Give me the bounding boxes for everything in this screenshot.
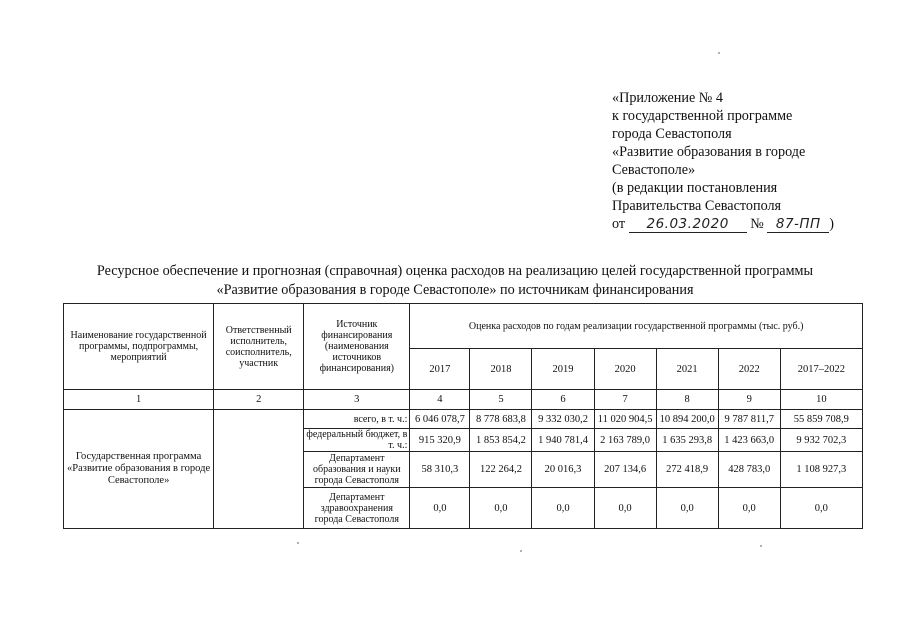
appendix-block xyxy=(612,89,882,233)
value-cell: 1 940 781,4 xyxy=(532,429,594,452)
value-cell: 55 859 708,9 xyxy=(780,410,862,429)
appendix-line: «Приложение № 4 xyxy=(612,90,723,106)
header-year: 2018 xyxy=(470,349,532,390)
value-cell: 0,0 xyxy=(594,488,656,529)
source-cell: всего, в т. ч.: xyxy=(304,410,410,429)
value-cell: 0,0 xyxy=(532,488,594,529)
value-cell: 1 853 854,2 xyxy=(470,429,532,452)
value-cell: 428 783,0 xyxy=(718,452,780,488)
header-executor: Ответственный исполнитель, соисполнитель, участник xyxy=(214,304,304,390)
closing-paren: ) xyxy=(829,216,835,232)
value-cell: 2 163 789,0 xyxy=(594,429,656,452)
value-cell: 915 320,9 xyxy=(410,429,470,452)
header-year: 2020 xyxy=(594,349,656,390)
value-cell: 1 423 663,0 xyxy=(718,429,780,452)
value-cell: 8 778 683,8 xyxy=(470,410,532,429)
value-cell: 6 046 078,7 xyxy=(410,410,470,429)
header-year: 2022 xyxy=(718,349,780,390)
source-cell: Департамент здравоохранения города Севастополя xyxy=(304,488,410,529)
value-cell: 1 635 293,8 xyxy=(656,429,718,452)
executor-cell xyxy=(214,410,304,529)
value-cell: 9 332 030,2 xyxy=(532,410,594,429)
date-prefix: от xyxy=(612,216,626,232)
document-title xyxy=(40,262,870,300)
source-cell: Департамент образования и науки города Севастополя xyxy=(304,452,410,488)
handwritten-date: 26.03.2020 xyxy=(629,217,747,233)
value-cell: 11 020 904,5 xyxy=(594,410,656,429)
appendix-date-line xyxy=(612,215,882,233)
value-cell: 9 932 702,3 xyxy=(780,429,862,452)
header-year: 2021 xyxy=(656,349,718,390)
scan-speck xyxy=(718,52,720,54)
index-cell: 2 xyxy=(214,390,304,410)
header-name: Наименование государственной программы, подпрограммы, мероприятий xyxy=(64,304,214,390)
index-cell: 7 xyxy=(594,390,656,410)
index-cell: 6 xyxy=(532,390,594,410)
value-cell: 20 016,3 xyxy=(532,452,594,488)
appendix-line: Правительства Севастополя xyxy=(612,198,782,214)
value-cell: 9 787 811,7 xyxy=(718,410,780,429)
appendix-line: города Севастополя xyxy=(612,126,732,142)
header-estimate: Оценка расходов по годам реализации государственной программы (тыс. руб.) xyxy=(410,304,863,349)
value-cell: 0,0 xyxy=(410,488,470,529)
value-cell: 1 108 927,3 xyxy=(780,452,862,488)
table-row xyxy=(64,410,863,429)
header-year-total: 2017–2022 xyxy=(780,349,862,390)
scan-speck xyxy=(297,542,299,544)
program-name-cell: Государственная программа «Развитие образования в городе Севастополе» xyxy=(64,410,214,529)
value-cell: 122 264,2 xyxy=(470,452,532,488)
source-cell: федеральный бюджет, в т. ч.: xyxy=(304,429,410,452)
appendix-line: Севастополе» xyxy=(612,162,696,178)
scan-speck xyxy=(760,545,762,547)
scan-speck xyxy=(520,550,522,552)
funding-table xyxy=(63,303,863,529)
header-year: 2019 xyxy=(532,349,594,390)
value-cell: 10 894 200,0 xyxy=(656,410,718,429)
appendix-line: к государственной программе xyxy=(612,108,793,124)
value-cell: 0,0 xyxy=(656,488,718,529)
header-source: Источник финансирования (наименования источников финансирования) xyxy=(304,304,410,390)
index-cell: 9 xyxy=(718,390,780,410)
handwritten-number: 87-ПП xyxy=(767,217,829,233)
index-cell: 3 xyxy=(304,390,410,410)
value-cell: 0,0 xyxy=(780,488,862,529)
index-cell: 1 xyxy=(64,390,214,410)
index-cell: 4 xyxy=(410,390,470,410)
value-cell: 272 418,9 xyxy=(656,452,718,488)
value-cell: 58 310,3 xyxy=(410,452,470,488)
value-cell: 0,0 xyxy=(718,488,780,529)
title-line-2: «Развитие образования в городе Севастополе» по источникам финансирования xyxy=(216,282,694,298)
value-cell: 207 134,6 xyxy=(594,452,656,488)
index-cell: 5 xyxy=(470,390,532,410)
title-line-1: Ресурсное обеспечение и прогнозная (справочная) оценка расходов на реализацию целей государственной программы xyxy=(96,263,814,279)
header-year: 2017 xyxy=(410,349,470,390)
index-cell: 8 xyxy=(656,390,718,410)
appendix-line: «Развитие образования в городе xyxy=(612,144,806,160)
appendix-line: (в редакции постановления xyxy=(612,180,778,196)
index-cell: 10 xyxy=(780,390,862,410)
number-prefix: № xyxy=(750,216,764,232)
value-cell: 0,0 xyxy=(470,488,532,529)
